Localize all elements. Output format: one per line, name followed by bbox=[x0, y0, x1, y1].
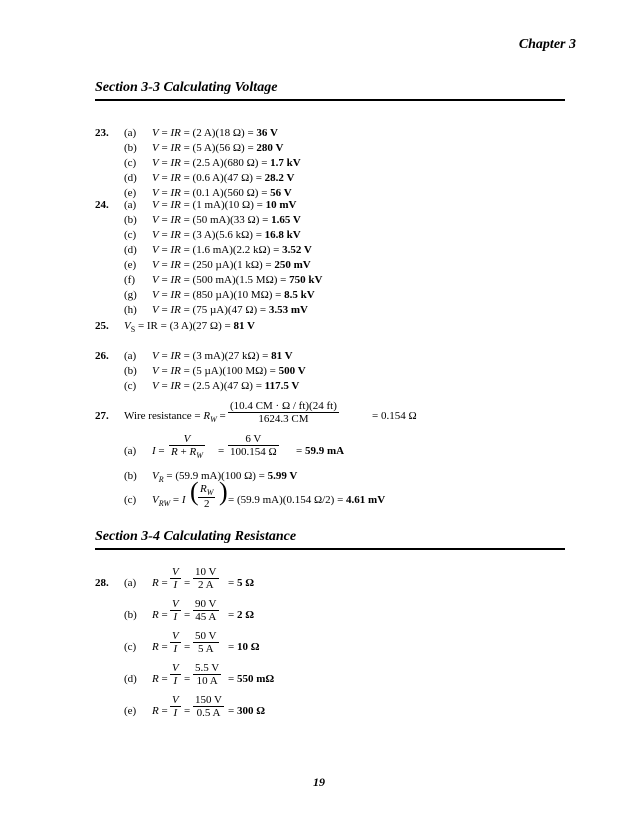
formula-symbols: V = IR bbox=[152, 172, 181, 184]
equation-result: 1.7 kV bbox=[270, 157, 301, 169]
ratio-numerator: V bbox=[172, 566, 179, 578]
equation-result: 3.52 V bbox=[282, 244, 312, 256]
resistance-symbol: R = bbox=[152, 609, 168, 621]
current-fraction bbox=[169, 433, 205, 460]
formula-symbols: V = IR bbox=[152, 259, 181, 271]
equation-expression: = (50 mA)(33 Ω) = bbox=[183, 214, 272, 226]
equals-sign: = bbox=[184, 673, 191, 685]
problem-number-26: 26. bbox=[95, 350, 109, 362]
formula-symbols: V = IR bbox=[152, 350, 181, 362]
voltage-value: 5.5 V bbox=[195, 662, 220, 674]
equation-result: 1.65 V bbox=[271, 214, 301, 226]
equation-result: 8.5 kV bbox=[284, 289, 315, 301]
equation-result: 250 mV bbox=[274, 259, 311, 271]
voltage-value: 90 V bbox=[195, 598, 217, 610]
equation-expression: = (0.6 A)(47 Ω) = bbox=[183, 172, 265, 184]
value-fraction bbox=[193, 694, 224, 719]
formula-symbols: V = IR bbox=[152, 214, 181, 226]
problem-number-25: 25. bbox=[95, 320, 109, 332]
equation-result: 10 mV bbox=[265, 199, 297, 211]
formula-symbols: V = IR bbox=[152, 199, 181, 211]
equation-line bbox=[152, 187, 292, 199]
equation-result: 56 V bbox=[270, 187, 292, 199]
part-label: (a) bbox=[124, 577, 137, 589]
resistance-value: 5 Ω bbox=[236, 577, 255, 589]
ratio-numerator: V bbox=[172, 694, 179, 706]
part-label: (d) bbox=[124, 673, 137, 685]
part-label: (b) bbox=[124, 365, 137, 377]
current-denominator: $R + R_W$ bbox=[171, 446, 203, 461]
resistance-value: 300 Ω bbox=[236, 705, 266, 717]
formula-symbols: V = IR bbox=[152, 289, 181, 301]
formula-symbols: V = IR bbox=[152, 127, 181, 139]
problem-25-equation: $V_S$ = IR = (3 A)(27 Ω) = 81 V bbox=[124, 320, 255, 335]
part-label: (a) bbox=[124, 127, 137, 139]
section-rule bbox=[95, 548, 565, 550]
equals-sign: = bbox=[184, 705, 191, 717]
equation-expression: = (2.5 A)(47 Ω) = bbox=[183, 380, 265, 392]
equation-expression: = (1 mA)(10 Ω) = bbox=[183, 199, 266, 211]
chapter-header: Chapter 3 bbox=[518, 37, 576, 52]
ratio-fraction bbox=[170, 694, 181, 719]
resistance-result: = 300 Ω bbox=[228, 705, 266, 717]
current-value: 0.5 A bbox=[196, 707, 221, 719]
part-label: (a) bbox=[124, 199, 137, 211]
resistance-symbol: R = bbox=[152, 577, 168, 589]
part-label: (e) bbox=[124, 705, 137, 717]
equation-expression: = (500 mA)(1.5 MΩ) = bbox=[183, 274, 290, 286]
ratio-denominator: I bbox=[173, 675, 178, 687]
equation-line bbox=[152, 380, 299, 392]
equation-result: 16.8 kV bbox=[264, 229, 301, 241]
part-label: (c) bbox=[124, 380, 137, 392]
current-value: 2 A bbox=[197, 579, 214, 591]
equation-line bbox=[152, 244, 312, 256]
section-title-3-4: Section 3-4 Calculating Resistance bbox=[95, 529, 297, 544]
part-label: (b) bbox=[124, 214, 137, 226]
formula-symbols: V = IR bbox=[152, 365, 181, 377]
current-value-fraction bbox=[228, 433, 279, 458]
voltage-value: 50 V bbox=[195, 630, 217, 642]
ratio-numerator: V bbox=[172, 662, 179, 674]
equation-expression: = (3 mA)(27 kΩ) = bbox=[183, 350, 272, 362]
formula-symbols: V = IR bbox=[152, 157, 181, 169]
formula-symbols: V = IR bbox=[152, 187, 181, 199]
resistance-result: = 2 Ω bbox=[228, 609, 255, 621]
ratio-fraction bbox=[170, 598, 181, 623]
equation-line bbox=[152, 142, 283, 154]
wire-resistance-label: Wire resistance = $R_W$ = bbox=[124, 410, 226, 425]
ratio-denominator: I bbox=[173, 643, 178, 655]
equals-sign: = bbox=[184, 577, 191, 589]
right-paren: ) bbox=[219, 477, 228, 506]
section-rule bbox=[95, 99, 565, 101]
wire-numerator: (10.4 CM · Ω / ft)(24 ft) bbox=[230, 400, 337, 412]
part-label: (c) bbox=[124, 641, 137, 653]
equals-sign: = bbox=[218, 445, 225, 457]
value-fraction bbox=[193, 630, 219, 655]
resistance-value: 10 Ω bbox=[236, 641, 260, 653]
equation-line bbox=[152, 304, 308, 316]
equation-result: 750 kV bbox=[289, 274, 323, 286]
resistance-result: = 550 mΩ bbox=[228, 673, 275, 685]
part-label: (a) bbox=[124, 350, 137, 362]
resistance-value: 550 mΩ bbox=[236, 673, 275, 685]
equation-line bbox=[152, 365, 306, 377]
equation-result: 28.2 V bbox=[264, 172, 295, 184]
resistance-symbol: R = bbox=[152, 673, 168, 685]
voltage-drop-equation: $V_R = (59.9$ mA)(100 Ω) = 5.99 V bbox=[152, 470, 298, 485]
wire-resistance-fraction bbox=[228, 400, 339, 425]
current-value: 10 A bbox=[196, 675, 218, 687]
part-label: (b) bbox=[124, 142, 137, 154]
equation-expression: = (850 µA)(10 MΩ) = bbox=[183, 289, 285, 301]
value-fraction bbox=[193, 566, 219, 591]
half-denominator: 2 bbox=[203, 498, 210, 511]
ratio-fraction bbox=[170, 566, 181, 591]
resistance-result: = 5 Ω bbox=[228, 577, 255, 589]
voltage-value: 150 V bbox=[195, 694, 222, 706]
problem-number-27: 27. bbox=[95, 410, 109, 422]
current-value: 45 A bbox=[195, 611, 217, 623]
ratio-numerator: V bbox=[172, 630, 179, 642]
wire-resistance-result: = 0.154 Ω bbox=[372, 410, 417, 422]
equation-expression: = (5 A)(56 Ω) = bbox=[183, 142, 257, 154]
resistance-symbol: R = bbox=[152, 705, 168, 717]
equation-expression: = (3 A)(5.6 kΩ) = bbox=[183, 229, 265, 241]
part-label: (a) bbox=[124, 445, 137, 457]
equation-expression: = (75 µA)(47 Ω) = bbox=[183, 304, 269, 316]
problem-number-23: 23. bbox=[95, 127, 109, 139]
part-label: (e) bbox=[124, 187, 137, 199]
part-label: (h) bbox=[124, 304, 137, 316]
value-fraction bbox=[193, 598, 219, 623]
resistance-value: 2 Ω bbox=[236, 609, 255, 621]
part-label: (c) bbox=[124, 494, 137, 506]
ratio-fraction bbox=[170, 630, 181, 655]
part-label: (b) bbox=[124, 609, 137, 621]
current-result: = 59.9 mA bbox=[296, 445, 345, 457]
resistance-result: = 10 Ω bbox=[228, 641, 260, 653]
formula-symbols: V = IR bbox=[152, 274, 181, 286]
part-label: (d) bbox=[124, 172, 137, 184]
current-numerator: V bbox=[169, 433, 205, 446]
half-resistance-fraction bbox=[198, 483, 215, 510]
equation-line bbox=[152, 350, 293, 362]
part-label: (c) bbox=[124, 157, 137, 169]
part-label: (b) bbox=[124, 470, 137, 482]
resistance-value: 100.154 Ω bbox=[230, 446, 277, 458]
problem-number-24: 24. bbox=[95, 199, 109, 211]
resistance-symbol: R = bbox=[152, 641, 168, 653]
part-label: (d) bbox=[124, 244, 137, 256]
equation-line bbox=[152, 289, 315, 301]
equation-line bbox=[152, 214, 301, 226]
half-numerator: $R_W$ bbox=[200, 483, 214, 498]
equation-result: 81 V bbox=[271, 350, 293, 362]
wire-voltage-result: = (59.9 mA)(0.154 Ω/2) = 4.61 mV bbox=[228, 494, 386, 506]
part-label: (c) bbox=[124, 229, 137, 241]
page-number: 19 bbox=[313, 775, 325, 789]
equation-result: 117.5 V bbox=[264, 380, 300, 392]
equation-line bbox=[152, 199, 296, 211]
formula-symbols: V = IR bbox=[152, 229, 181, 241]
equals-sign: = bbox=[184, 641, 191, 653]
equation-line bbox=[152, 274, 322, 286]
problem-number-28: 28. bbox=[95, 577, 109, 589]
part-label: (e) bbox=[124, 259, 137, 271]
section-title-3-3: Section 3-3 Calculating Voltage bbox=[95, 80, 278, 95]
part-label: (f) bbox=[124, 274, 135, 286]
equation-expression: = (250 µA)(1 kΩ) = bbox=[183, 259, 275, 271]
voltage-value: 10 V bbox=[195, 566, 217, 578]
equation-line bbox=[152, 259, 311, 271]
equals-sign: = bbox=[184, 609, 191, 621]
equation-result: 500 V bbox=[278, 365, 306, 377]
equation-line bbox=[152, 172, 294, 184]
equation-result: 280 V bbox=[256, 142, 284, 154]
value-fraction bbox=[193, 662, 221, 687]
equation-line bbox=[152, 127, 278, 139]
formula-symbols: V = IR bbox=[152, 380, 181, 392]
equation-expression: = (2.5 A)(680 Ω) = bbox=[183, 157, 271, 169]
ratio-fraction bbox=[170, 662, 181, 687]
ratio-numerator: V bbox=[172, 598, 179, 610]
equation-line bbox=[152, 229, 301, 241]
equation-expression: = (5 µA)(100 MΩ) = bbox=[183, 365, 279, 377]
part-label: (g) bbox=[124, 289, 137, 301]
equation-expression: = (2 A)(18 Ω) = bbox=[183, 127, 257, 139]
left-paren: ( bbox=[190, 477, 199, 506]
formula-symbols: V = IR bbox=[152, 142, 181, 154]
equation-result: 36 V bbox=[256, 127, 278, 139]
wire-denominator: 1624.3 CM bbox=[258, 413, 309, 425]
equation-expression: = (1.6 mA)(2.2 kΩ) = bbox=[183, 244, 283, 256]
equation-result: 3.53 mV bbox=[268, 304, 308, 316]
wire-voltage-symbol: $V_{RW} = I$ bbox=[152, 494, 186, 509]
current-value: 5 A bbox=[197, 643, 214, 655]
equation-line bbox=[152, 157, 301, 169]
ratio-denominator: I bbox=[173, 579, 178, 591]
ratio-denominator: I bbox=[173, 707, 178, 719]
voltage-value: 6 V bbox=[228, 433, 279, 446]
equation-expression: = (0.1 A)(560 Ω) = bbox=[183, 187, 271, 199]
ratio-denominator: I bbox=[173, 611, 178, 623]
current-symbol: I = bbox=[152, 445, 165, 457]
formula-symbols: V = IR bbox=[152, 304, 181, 316]
formula-symbols: V = IR bbox=[152, 244, 181, 256]
